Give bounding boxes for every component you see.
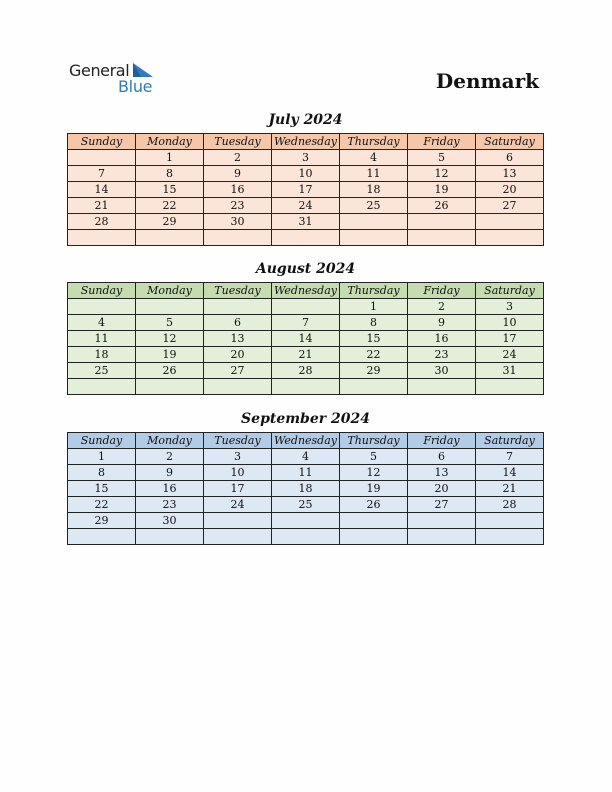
day-cell: 11: [340, 166, 408, 182]
day-cell: 11: [68, 331, 136, 347]
day-cell: [340, 513, 408, 529]
day-cell: 20: [408, 481, 476, 497]
day-cell: [272, 230, 340, 246]
day-cell: 13: [408, 465, 476, 481]
day-cell: 2: [136, 449, 204, 465]
day-cell: 12: [340, 465, 408, 481]
weekday-header: Saturday: [476, 433, 544, 449]
weekday-header-row: [68, 134, 544, 150]
day-cell: 28: [68, 214, 136, 230]
week-row: [68, 449, 544, 465]
day-cell: 5: [408, 150, 476, 166]
day-cell: [272, 529, 340, 545]
weekday-header: Wednesday: [272, 283, 340, 299]
day-cell: 10: [204, 465, 272, 481]
day-cell: 27: [408, 497, 476, 513]
day-cell: 19: [340, 481, 408, 497]
day-cell: [408, 214, 476, 230]
week-row: [68, 315, 544, 331]
day-cell: 18: [68, 347, 136, 363]
day-cell: 4: [68, 315, 136, 331]
day-cell: 21: [272, 347, 340, 363]
day-cell: 25: [340, 198, 408, 214]
day-cell: 31: [272, 214, 340, 230]
day-cell: 28: [272, 363, 340, 379]
day-cell: 15: [136, 182, 204, 198]
day-cell: [476, 214, 544, 230]
day-cell: [340, 230, 408, 246]
logo-text-blue: Blue: [118, 77, 153, 96]
weekday-header: Sunday: [68, 134, 136, 150]
day-cell: 11: [272, 465, 340, 481]
day-cell: [340, 214, 408, 230]
day-cell: [204, 529, 272, 545]
week-row: [68, 299, 544, 315]
day-cell: 7: [68, 166, 136, 182]
weekday-header: Sunday: [68, 433, 136, 449]
day-cell: 18: [340, 182, 408, 198]
day-cell: 17: [204, 481, 272, 497]
weekday-header: Tuesday: [204, 283, 272, 299]
day-cell: 23: [136, 497, 204, 513]
day-cell: 24: [272, 198, 340, 214]
day-cell: [408, 230, 476, 246]
day-cell: 9: [204, 166, 272, 182]
day-cell: 29: [136, 214, 204, 230]
week-row: [68, 379, 544, 395]
day-cell: [340, 379, 408, 395]
day-cell: 26: [408, 198, 476, 214]
day-cell: [476, 379, 544, 395]
weekday-header: Friday: [408, 433, 476, 449]
day-cell: 8: [340, 315, 408, 331]
day-cell: 7: [272, 315, 340, 331]
day-cell: 4: [272, 449, 340, 465]
day-cell: [204, 513, 272, 529]
week-row: [68, 529, 544, 545]
day-cell: 4: [340, 150, 408, 166]
day-cell: 27: [476, 198, 544, 214]
weekday-header: Tuesday: [204, 134, 272, 150]
day-cell: 17: [476, 331, 544, 347]
day-cell: 14: [272, 331, 340, 347]
day-cell: 30: [204, 214, 272, 230]
day-cell: [136, 529, 204, 545]
day-cell: [476, 230, 544, 246]
day-cell: 21: [68, 198, 136, 214]
weekday-header: Wednesday: [272, 433, 340, 449]
day-cell: 17: [272, 182, 340, 198]
day-cell: 13: [204, 331, 272, 347]
week-row: [68, 497, 544, 513]
week-row: [68, 150, 544, 166]
weekday-header: Monday: [136, 433, 204, 449]
day-cell: [136, 379, 204, 395]
day-cell: 23: [204, 198, 272, 214]
day-cell: 31: [476, 363, 544, 379]
week-row: [68, 331, 544, 347]
day-cell: [204, 379, 272, 395]
day-cell: 26: [340, 497, 408, 513]
week-row: [68, 230, 544, 246]
day-cell: 6: [408, 449, 476, 465]
day-cell: 22: [340, 347, 408, 363]
weekday-header: Saturday: [476, 134, 544, 150]
day-cell: 22: [136, 198, 204, 214]
day-cell: [68, 529, 136, 545]
day-cell: 8: [68, 465, 136, 481]
day-cell: [408, 513, 476, 529]
day-cell: 1: [340, 299, 408, 315]
day-cell: [272, 513, 340, 529]
calendar-august: [67, 282, 544, 395]
calendar-september: [67, 432, 544, 545]
day-cell: 21: [476, 481, 544, 497]
day-cell: [340, 529, 408, 545]
calendar-july: [67, 133, 544, 246]
day-cell: 29: [340, 363, 408, 379]
day-cell: 30: [408, 363, 476, 379]
day-cell: 20: [204, 347, 272, 363]
day-cell: 18: [272, 481, 340, 497]
month-title-september: September 2024: [241, 411, 370, 427]
country-title: Denmark: [435, 69, 539, 93]
day-cell: [204, 230, 272, 246]
day-cell: [68, 379, 136, 395]
day-cell: 16: [136, 481, 204, 497]
day-cell: 20: [476, 182, 544, 198]
weekday-header: Tuesday: [204, 433, 272, 449]
weekday-header: Friday: [408, 134, 476, 150]
day-cell: 16: [408, 331, 476, 347]
day-cell: 15: [340, 331, 408, 347]
day-cell: 3: [272, 150, 340, 166]
day-cell: [136, 299, 204, 315]
week-row: [68, 182, 544, 198]
week-row: [68, 198, 544, 214]
month-title-july: July 2024: [268, 112, 343, 128]
weekday-header: Wednesday: [272, 134, 340, 150]
day-cell: 19: [136, 347, 204, 363]
weekday-header-row: [68, 283, 544, 299]
day-cell: 10: [272, 166, 340, 182]
day-cell: [272, 379, 340, 395]
day-cell: 8: [136, 166, 204, 182]
day-cell: 9: [136, 465, 204, 481]
day-cell: 5: [340, 449, 408, 465]
day-cell: 3: [476, 299, 544, 315]
weekday-header: Saturday: [476, 283, 544, 299]
weekday-header: Monday: [136, 283, 204, 299]
day-cell: 25: [272, 497, 340, 513]
day-cell: 16: [204, 182, 272, 198]
weekday-header: Sunday: [68, 283, 136, 299]
day-cell: 1: [68, 449, 136, 465]
weekday-header: Thursday: [340, 433, 408, 449]
week-row: [68, 166, 544, 182]
day-cell: 25: [68, 363, 136, 379]
generalblue-logo: [69, 60, 159, 96]
day-cell: 14: [68, 182, 136, 198]
day-cell: 6: [476, 150, 544, 166]
day-cell: 30: [136, 513, 204, 529]
day-cell: 28: [476, 497, 544, 513]
weekday-header: Friday: [408, 283, 476, 299]
day-cell: [136, 230, 204, 246]
weekday-header: Thursday: [340, 283, 408, 299]
day-cell: 26: [136, 363, 204, 379]
day-cell: 2: [204, 150, 272, 166]
day-cell: 23: [408, 347, 476, 363]
day-cell: [204, 299, 272, 315]
day-cell: 6: [204, 315, 272, 331]
day-cell: [68, 150, 136, 166]
day-cell: 2: [408, 299, 476, 315]
day-cell: 10: [476, 315, 544, 331]
day-cell: 7: [476, 449, 544, 465]
weekday-header: Thursday: [340, 134, 408, 150]
day-cell: 27: [204, 363, 272, 379]
day-cell: 19: [408, 182, 476, 198]
logo-text-general: General: [69, 61, 130, 80]
day-cell: 12: [408, 166, 476, 182]
day-cell: [476, 529, 544, 545]
day-cell: [68, 230, 136, 246]
day-cell: 24: [476, 347, 544, 363]
week-row: [68, 347, 544, 363]
month-title-august: August 2024: [255, 261, 356, 277]
day-cell: 1: [136, 150, 204, 166]
day-cell: 12: [136, 331, 204, 347]
day-cell: [408, 529, 476, 545]
day-cell: 29: [68, 513, 136, 529]
day-cell: [408, 379, 476, 395]
week-row: [68, 363, 544, 379]
weekday-header-row: [68, 433, 544, 449]
day-cell: 5: [136, 315, 204, 331]
logo-triangle-icon: [133, 63, 153, 77]
week-row: [68, 513, 544, 529]
day-cell: 22: [68, 497, 136, 513]
day-cell: 24: [204, 497, 272, 513]
day-cell: 9: [408, 315, 476, 331]
week-row: [68, 214, 544, 230]
day-cell: 13: [476, 166, 544, 182]
week-row: [68, 465, 544, 481]
day-cell: 15: [68, 481, 136, 497]
day-cell: [68, 299, 136, 315]
weekday-header: Monday: [136, 134, 204, 150]
day-cell: [476, 513, 544, 529]
day-cell: 14: [476, 465, 544, 481]
week-row: [68, 481, 544, 497]
day-cell: [272, 299, 340, 315]
day-cell: 3: [204, 449, 272, 465]
